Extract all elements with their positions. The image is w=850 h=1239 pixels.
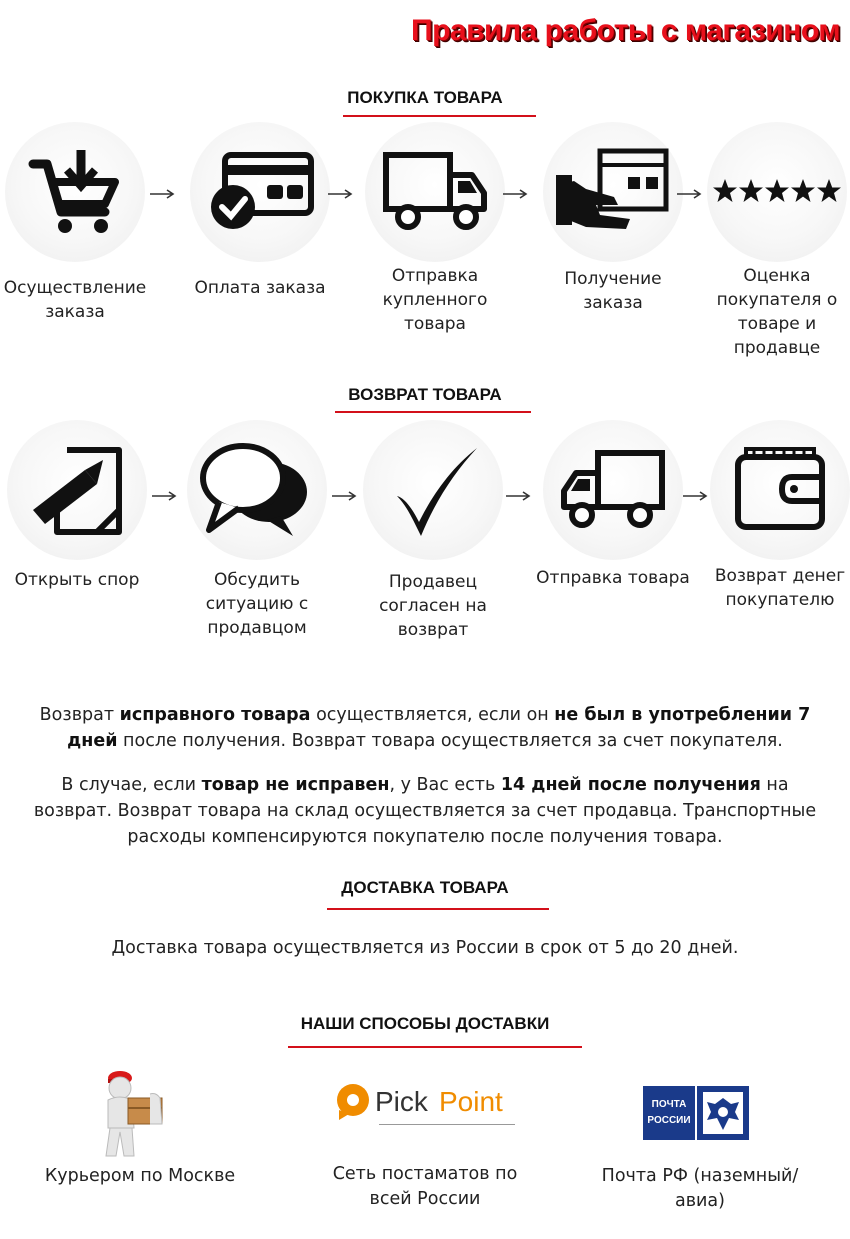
purchase-heading-underline	[343, 115, 536, 117]
delivery-method-label: Курьером по Москве	[44, 1166, 236, 1186]
arrow-icon	[503, 184, 529, 194]
russian-post-logo-text: ПОЧТА РОССИИ	[643, 1086, 695, 1140]
arrow-icon	[677, 184, 703, 194]
speech-bubbles-icon	[187, 420, 327, 560]
policy-emphasis: не был в употреблении 7 дней	[67, 705, 811, 751]
return-policy-paragraph-1	[20, 702, 830, 754]
methods-heading-underline	[288, 1046, 582, 1048]
arrow-icon	[683, 486, 709, 496]
policy-text: осуществляется, если он	[310, 705, 555, 725]
return-step-label: Открыть спор	[14, 570, 140, 590]
policy-emphasis: 14 дней после получения	[500, 775, 761, 795]
return-heading-underline	[335, 411, 531, 413]
arrow-icon	[506, 486, 532, 496]
purchase-step-label: Оплата заказа	[194, 278, 326, 298]
truck-icon	[543, 420, 683, 560]
courier-figure-icon	[98, 1064, 188, 1163]
return-step-label: Обсудить ситуацию с продавцом	[205, 570, 309, 638]
return-step-label: Возврат денег покупателю	[714, 566, 846, 610]
policy-text: после получения. Возврат товара осуществляется за счет покупателя.	[117, 731, 783, 751]
policy-text: Возврат	[39, 705, 120, 725]
policy-text: на возврат. Возврат товара на склад осуществляется за счет продавца. Транспортные расходы компенсируются покупателю после получения товара.	[33, 775, 817, 847]
purchase-heading: ПОКУПКА ТОВАРА	[347, 88, 503, 107]
return-policy-paragraph-2	[20, 772, 830, 850]
methods-heading: НАШИ СПОСОБЫ ДОСТАВКИ	[300, 1014, 550, 1033]
truck-icon	[365, 122, 505, 262]
five-stars-icon	[707, 122, 847, 262]
delivery-method-label: Почта РФ (наземный/авиа)	[601, 1166, 799, 1211]
cart-download-icon	[5, 122, 145, 262]
purchase-step-label: Осуществление заказа	[3, 278, 147, 322]
purchase-step-label: Получение заказа	[564, 269, 662, 313]
arrow-icon	[152, 486, 178, 496]
eagle-emblem-icon	[697, 1086, 749, 1140]
purchase-step-label: Отправка купленного товара	[382, 266, 488, 334]
policy-text: В случае, если	[61, 775, 202, 795]
pickpoint-logo	[335, 1082, 525, 1132]
arrow-icon	[150, 184, 176, 194]
checkmark-icon	[363, 420, 503, 560]
pickpoint-logo-text-a: Pick	[375, 1086, 428, 1117]
pickpoint-underline	[379, 1124, 515, 1125]
hand-box-icon	[543, 122, 683, 262]
russian-post-logo	[643, 1086, 749, 1140]
wallet-icon	[710, 420, 850, 560]
policy-emphasis: товар не исправен	[201, 775, 390, 795]
delivery-heading-underline	[327, 908, 549, 910]
document-pen-icon	[7, 420, 147, 560]
return-heading: ВОЗВРАТ ТОВАРА	[348, 385, 502, 404]
delivery-text: Доставка товара осуществляется из России в срок от 5 до 20 дней.	[111, 938, 739, 958]
return-step-label: Отправка товара	[536, 568, 690, 588]
delivery-method-label: Сеть постаматов по всей России	[332, 1164, 518, 1209]
arrow-icon	[328, 184, 354, 194]
card-check-icon	[190, 122, 330, 262]
pickpoint-logo-text-b: Point	[439, 1086, 503, 1117]
policy-text: , у Вас есть	[389, 775, 501, 795]
purchase-step-label: Оценка покупателя о товаре и продавце	[716, 266, 838, 358]
delivery-heading: ДОСТАВКА ТОВАРА	[341, 878, 509, 897]
return-step-label: Продавец согласен на возврат	[379, 572, 487, 640]
page-title: Правила работы с магазином	[411, 14, 840, 47]
arrow-icon	[332, 486, 358, 496]
policy-emphasis: исправного товара	[119, 705, 311, 725]
